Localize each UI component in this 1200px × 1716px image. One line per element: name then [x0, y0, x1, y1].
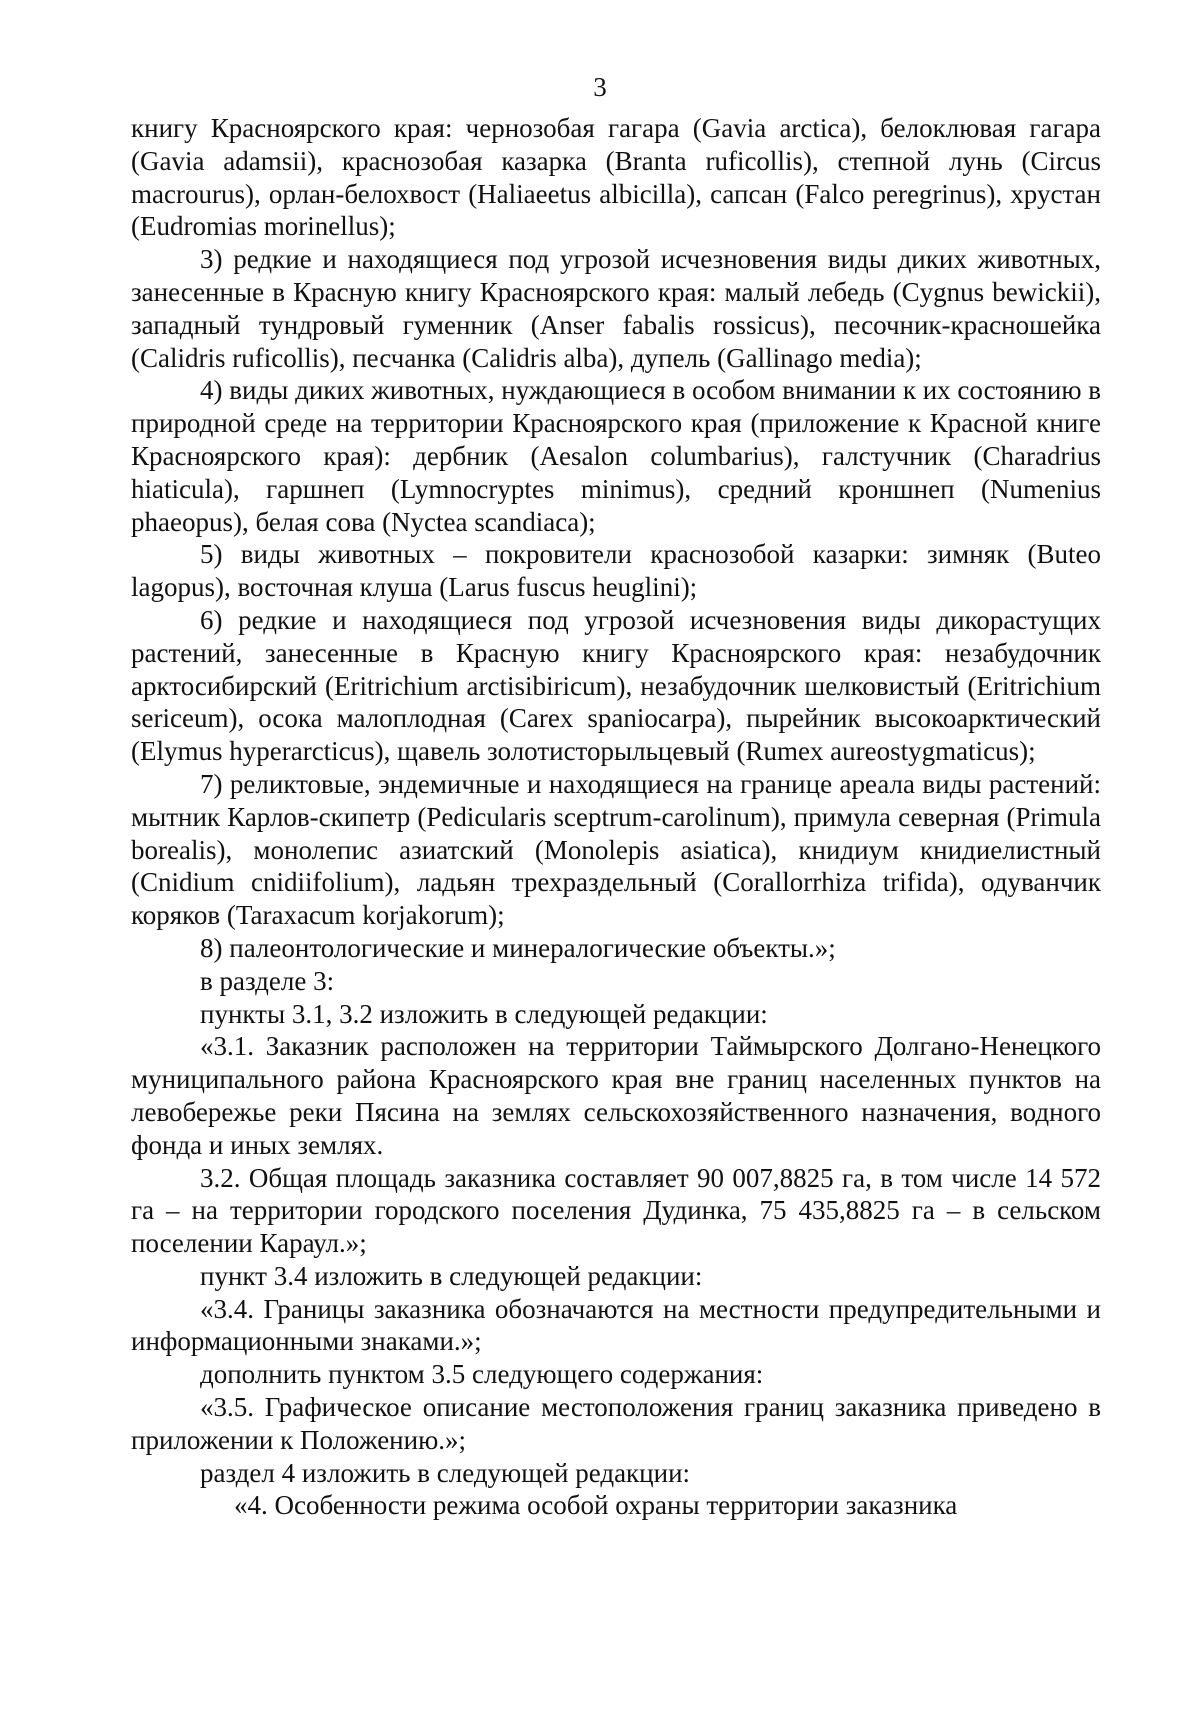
- paragraph-point-3-2: 3.2. Общая площадь заказника составляет 90 007,8825 га, в том числе 14 572 га – на территории городского поселения Дудинка, 75 435,8825 га – в сельском поселении Караул.»;: [131, 1162, 1101, 1259]
- paragraph-section-4-title: «4. Особенности режима особой охраны территории заказника: [234, 1490, 958, 1521]
- paragraph-item-8-paleontological: 8) палеонтологические и минералогические объекты.»;: [200, 932, 836, 963]
- paragraph-point-3-4: «3.4. Границы заказника обозначаются на местности предупредительными и информационными знаками.»;: [131, 1293, 1101, 1357]
- paragraph-point-3-5: «3.5. Графическое описание местоположения границ заказника приведено в приложении к Положению.»;: [131, 1392, 1101, 1455]
- paragraph-point-3-1: «3.1. Заказник расположен на территории Таймырского Долгано-Ненецкого муниципального района Красноярского края вне границ населенных пунктов на левобережье реки Пясина на землях сельскохозяйственного назначения, водного фонда и иных землях.: [131, 1031, 1101, 1160]
- paragraph-point-3-4-intro: пункт 3.4 изложить в следующей редакции:: [200, 1260, 703, 1291]
- paragraph-point-3-5-intro: дополнить пунктом 3.5 следующего содержания:: [200, 1359, 764, 1390]
- paragraph-item-3-rare-animals: 3) редкие и находящиеся под угрозой исчезновения виды диких животных, занесенные в Красную книгу Красноярского края: малый лебедь (Cygnus bewickii), западный тундровый гуменник (Anser fabalis rossicus), песочник-красношейка (Calidris ruficollis), песчанка (Calidris alba), дупель (Gallinago media);: [131, 244, 1101, 373]
- paragraph-item-7-relict-plants: 7) реликтовые, эндемичные и находящиеся на границе ареала виды растений: мытник Карлов-скипетр (Pedicularis sceptrum-carolinum), примула северная (Primula borealis), монолепис азиатский (Monolepis asiatica), книдиум книдиелистный (Cnidium cnidiifolium), ладьян трехраздельный (Corallorrhiza trifida), одуванчик коряков (Taraxacum korjakorum);: [131, 768, 1101, 931]
- paragraph-item-5-patron-species: 5) виды животных – покровители краснозобой казарки: зимняк (Buteo lagopus), восточная клуша (Larus fuscus heuglini);: [131, 539, 1101, 603]
- paragraph-section-3-heading: в разделе 3:: [200, 965, 335, 996]
- paragraph-points-3-1-3-2-intro: пункты 3.1, 3.2 изложить в следующей редакции:: [200, 998, 768, 1029]
- page-number: 3: [593, 72, 607, 102]
- paragraph-item-6-rare-plants: 6) редкие и находящиеся под угрозой исчезновения виды дикорастущих растений, занесенные в Красную книгу Красноярского края: незабудочник арктосибирский (Eritrichium arctisibiricum), незабудочник шелковистый (Eritrichium sericeum), осока малоплодная (Carex spaniocarpa), пырейник высокоарктический (Elymus hyperarcticus), щавель золотисторыльцевый (Rumex aureostygmaticus);: [131, 604, 1101, 767]
- paragraph-item-4-special-attention: 4) виды диких животных, нуждающиеся в особом внимании к их состоянию в природной среде на территории Красноярского края (приложение к Красной книге Красноярского края): дербник (Aesalon columbarius), галстучник (Charadrius hiaticula), гаршнеп (Lymnocryptes minimus), средний кроншнеп (Numenius phaeopus), белая сова (Nyctea scandiaca);: [131, 375, 1101, 537]
- paragraph-section-4-intro: раздел 4 изложить в следующей редакции:: [200, 1457, 691, 1488]
- document-body: [131, 112, 1101, 1522]
- paragraph-red-book-birds-end: книгу Красноярского края: чернозобая гагара (Gavia arctica), белоклювая гагара (Gavia adamsii), краснозобая казарка (Branta ruficollis), степной лунь (Circus macrourus), орлан-белохвост (Haliaeetus albicilla), сапсан (Falco peregrinus), хрустан (Eudromias morinellus);: [131, 113, 1101, 242]
